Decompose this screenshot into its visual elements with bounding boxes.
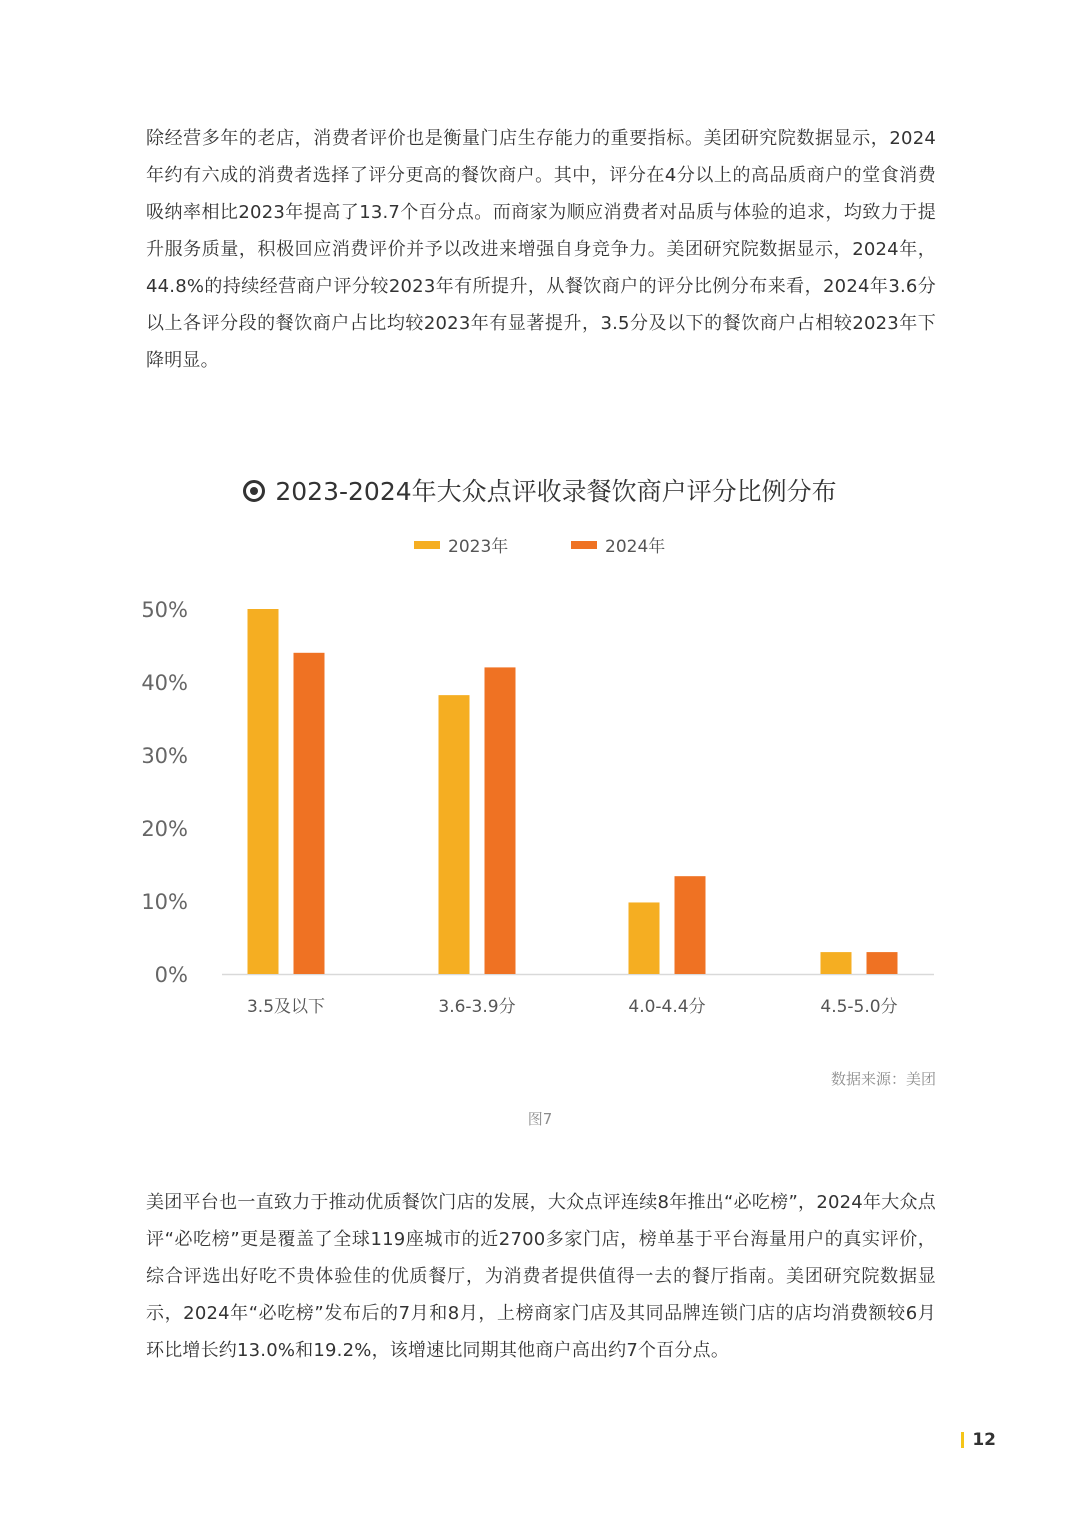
chart-title-row [0,472,1080,508]
intro-paragraph: 除经营多年的老店，消费者评价也是衡量门店生存能力的重要指标。美团研究院数据显示，2024年约有六成的消费者选择了评分更高的餐饮商户。其中，评分在4分以上的高品质商户的堂食消费吸纳率相比2023年提高了13.7个百分点。而商家为顺应消费者对品质与体验的追求，均致力于提升服务质量，积极回应消费评价并予以改进来增强自身竞争力。美团研究院数据显示，2024年，44.8%的持续经营商户评分较2023年有所提升，从餐饮商户的评分比例分布来看，2024年3.6分以上各评分段的餐饮商户占比均较2023年有显著提升，3.5分及以下的餐饮商户占相较2023年下降明显。 [146,128,936,371]
bar-2023年-3.5及以下 [248,609,279,974]
bar-2023年-4.0-4.4分 [629,902,660,974]
x-tick-label: 3.6-3.9分 [438,997,516,1017]
legend-item-2023 [414,532,508,557]
bar-2024年-4.5-5.0分 [867,952,898,974]
x-tick-label: 4.5-5.0分 [820,997,898,1017]
y-tick-label: 0% [154,963,188,987]
bar-chart [0,580,1080,1030]
bar-2024年-3.5及以下 [294,653,325,974]
y-tick-label: 10% [141,890,188,914]
x-tick-label: 4.0-4.4分 [628,997,706,1017]
page-number-text: 12 [972,1430,996,1450]
body-paragraph: 美团平台也一直致力于推动优质餐饮门店的发展，大众点评连续8年推出“必吃榜”，2024年大众点评“必吃榜”更是覆盖了全球119座城市的近2700多家门店，榜单基于平台海量用户的真实评价，综合评选出好吃不贵体验佳的优质餐厅，为消费者提供值得一去的餐厅指南。美团研究院数据显示，2024年“必吃榜”发布后的7月和8月，上榜商家门店及其同品牌连锁门店的店均消费额较6月环比增长约13.0%和19.2%，该增速比同期其他商户高出约7个百分点。 [146,1192,936,1361]
chart-legend [0,532,1080,558]
legend-item-2024 [571,532,665,557]
y-tick-label: 20% [141,817,188,841]
chart-title: 2023-2024年大众点评收录餐饮商户评分比例分布 [275,477,837,506]
x-tick-label: 3.5及以下 [246,997,326,1017]
legend-swatch-2023 [414,541,440,549]
y-tick-label: 30% [141,744,188,768]
y-tick-label: 50% [141,598,188,622]
bar-2024年-3.6-3.9分 [485,667,516,974]
legend-label-2024: 2024年 [605,537,666,557]
data-source-note: 数据来源：美团 [830,1070,936,1088]
figure-caption: 图7 [527,1110,553,1128]
page-number [961,1430,996,1450]
bar-2023年-3.6-3.9分 [439,695,470,974]
page-number-accent [961,1432,964,1448]
y-tick-label: 40% [141,671,188,695]
target-icon [243,480,265,502]
legend-swatch-2024 [571,541,597,549]
bar-2024年-4.0-4.4分 [675,876,706,974]
legend-label-2023: 2023年 [448,537,509,557]
bar-2023年-4.5-5.0分 [821,952,852,974]
